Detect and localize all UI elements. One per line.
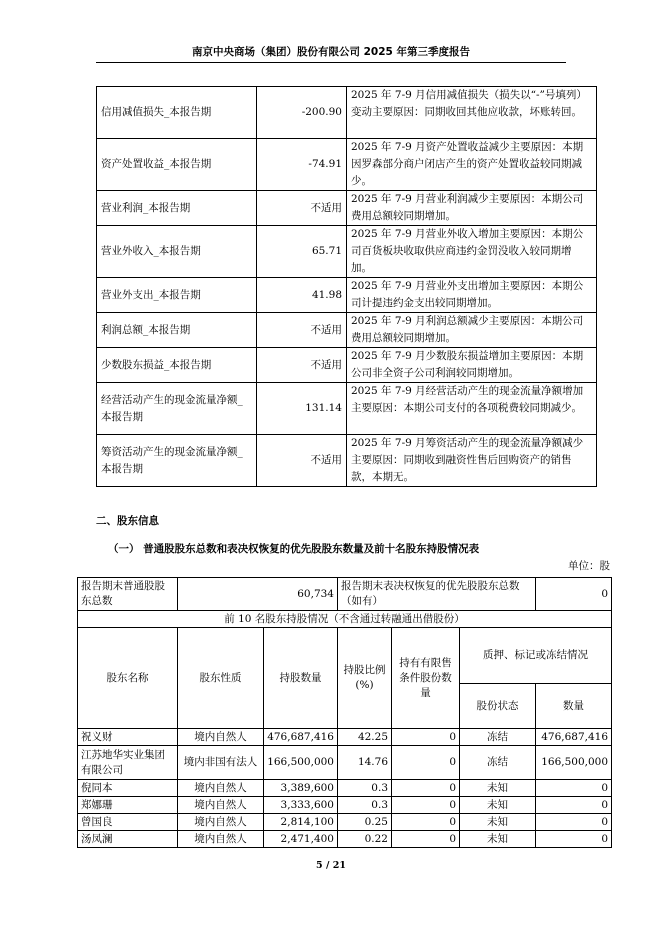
table-row: [78, 797, 612, 814]
unit-label: 单位：股: [568, 560, 610, 572]
shareholder-restricted: 0: [392, 797, 460, 814]
table-row: [97, 87, 597, 139]
table-row: [78, 814, 612, 831]
item-value: 65.71: [257, 226, 347, 278]
header-name: 股东名称: [78, 628, 178, 729]
header-status: 股份状态: [460, 684, 536, 729]
table-row: [97, 348, 597, 383]
shareholder-restricted: 0: [392, 814, 460, 831]
item-value: -74.91: [257, 139, 347, 191]
common-holders-value: 60,734: [178, 578, 338, 611]
item-name: 资产处置收益_本报告期: [97, 139, 257, 191]
table-row: [97, 313, 597, 348]
item-reason: 2025 年 7-9 月少数股东损益增加主要原因：本期公司非全资子公司利润较同期增加。: [347, 348, 597, 383]
shareholder-nature: 境内非国有法人: [178, 746, 264, 780]
shareholder-shares: 3,389,600: [264, 780, 338, 797]
item-name: 经营活动产生的现金流量净额_本报告期: [97, 383, 257, 435]
item-reason: 2025 年 7-9 月营业外支出增加主要原因：本期公司计提违约金支出较同期增加。: [347, 278, 597, 313]
pref-holders-value: 0: [536, 578, 612, 611]
changes-table: [96, 86, 597, 487]
shareholder-name: 郑娜珊: [78, 797, 178, 814]
shareholder-nature: 境内自然人: [178, 780, 264, 797]
common-holders-label: 报告期末普通股股东总数: [78, 578, 178, 611]
header-quantity: 数量: [536, 684, 612, 729]
item-value: 41.98: [257, 278, 347, 313]
shareholder-name: 曾国良: [78, 814, 178, 831]
header-pledge-group: 质押、标记或冻结情况: [460, 628, 612, 684]
table-row: [97, 383, 597, 435]
subsection-title: （一） 普通股股东总数和表决权恢复的优先股股东数量及前十名股东持股情况表: [108, 543, 480, 555]
shareholder-nature: 境内自然人: [178, 831, 264, 848]
item-name: 营业外支出_本报告期: [97, 278, 257, 313]
shareholder-restricted: 0: [392, 729, 460, 746]
page-header: 南京中央商场（集团）股份有限公司 2025 年第三季度报告: [191, 46, 471, 58]
shareholder-quantity: 0: [536, 780, 612, 797]
shareholder-name: 祝义财: [78, 729, 178, 746]
shareholder-status: 未知: [460, 831, 536, 848]
shareholder-name: 江苏地华实业集团有限公司: [78, 746, 178, 780]
item-value: -200.90: [257, 87, 347, 139]
shareholder-shares: 3,333,600: [264, 797, 338, 814]
item-value: 不适用: [257, 191, 347, 226]
shareholder-status: 未知: [460, 814, 536, 831]
shareholder-quantity: 0: [536, 831, 612, 848]
shareholder-quantity: 476,687,416: [536, 729, 612, 746]
table-row: [78, 780, 612, 797]
item-reason: 2025 年 7-9 月筹资活动产生的现金流量净额减少主要原因：同期收到融资性售后回购资产的销售款，本期无。: [347, 435, 597, 487]
item-value: 不适用: [257, 435, 347, 487]
item-value: 131.14: [257, 383, 347, 435]
top10-caption-row: [78, 611, 612, 628]
table-row: [78, 729, 612, 746]
table-row: [78, 831, 612, 848]
item-reason: 2025 年 7-9 月资产处置收益减少主要原因：本期因罗森部分商户闭店产生的资产处置收益较同期减少。: [347, 139, 597, 191]
item-value: 不适用: [257, 348, 347, 383]
item-name: 筹资活动产生的现金流量净额_本报告期: [97, 435, 257, 487]
item-reason: 2025 年 7-9 月营业利润减少主要原因：本期公司费用总额较同期增加。: [347, 191, 597, 226]
table-row: [97, 139, 597, 191]
page-number: 5 / 21: [316, 860, 346, 871]
item-name: 少数股东损益_本报告期: [97, 348, 257, 383]
shareholder-status: 冻结: [460, 746, 536, 780]
shareholder-ratio: 0.25: [338, 814, 392, 831]
item-name: 营业利润_本报告期: [97, 191, 257, 226]
item-value: 不适用: [257, 313, 347, 348]
header-row-1: [78, 628, 612, 684]
shareholder-ratio: 14.76: [338, 746, 392, 780]
shareholder-nature: 境内自然人: [178, 729, 264, 746]
section-title: 二、股东信息: [96, 515, 159, 527]
shareholder-quantity: 166,500,000: [536, 746, 612, 780]
top10-caption: 前 10 名股东持股情况（不含通过转融通出借股份）: [78, 611, 612, 628]
header-restricted: 持有有限售条件股份数量: [392, 628, 460, 729]
shareholders-table: [77, 577, 612, 848]
header-rule: [96, 62, 566, 63]
pref-holders-label: 报告期末表决权恢复的优先股股东总数（如有）: [338, 578, 536, 611]
item-name: 信用减值损失_本报告期: [97, 87, 257, 139]
shareholder-name: 倪同本: [78, 780, 178, 797]
shareholder-shares: 2,814,100: [264, 814, 338, 831]
shareholder-ratio: 0.3: [338, 780, 392, 797]
item-reason: 2025 年 7-9 月利润总额减少主要原因：本期公司费用总额较同期增加。: [347, 313, 597, 348]
table-row: [97, 226, 597, 278]
shareholder-nature: 境内自然人: [178, 814, 264, 831]
shareholder-shares: 166,500,000: [264, 746, 338, 780]
item-reason: 2025 年 7-9 月营业外收入增加主要原因：本期公司百货板块收取供应商违约金罚没收入较同期增加。: [347, 226, 597, 278]
shareholder-name: 汤凤澜: [78, 831, 178, 848]
header-ratio: 持股比例(%): [338, 628, 392, 729]
item-name: 营业外收入_本报告期: [97, 226, 257, 278]
table-row: [97, 435, 597, 487]
shareholder-shares: 2,471,400: [264, 831, 338, 848]
shareholder-restricted: 0: [392, 746, 460, 780]
shareholder-nature: 境内自然人: [178, 797, 264, 814]
item-name: 利润总额_本报告期: [97, 313, 257, 348]
shareholder-quantity: 0: [536, 814, 612, 831]
shareholder-quantity: 0: [536, 797, 612, 814]
item-reason: 2025 年 7-9 月经营活动产生的现金流量净额增加主要原因：本期公司支付的各项税费较同期减少。: [347, 383, 597, 435]
shareholder-restricted: 0: [392, 831, 460, 848]
summary-row: [78, 578, 612, 611]
table-row: [97, 191, 597, 226]
shareholder-shares: 476,687,416: [264, 729, 338, 746]
shareholder-ratio: 0.22: [338, 831, 392, 848]
header-nature: 股东性质: [178, 628, 264, 729]
item-reason: 2025 年 7-9 月信用减值损失（损失以“-”号填列）变动主要原因：同期收回其他应收款，坏账转回。: [347, 87, 597, 139]
shareholder-restricted: 0: [392, 780, 460, 797]
shareholder-ratio: 42.25: [338, 729, 392, 746]
shareholder-status: 冻结: [460, 729, 536, 746]
shareholder-status: 未知: [460, 797, 536, 814]
shareholder-ratio: 0.3: [338, 797, 392, 814]
shareholder-status: 未知: [460, 780, 536, 797]
table-row: [97, 278, 597, 313]
header-shares: 持股数量: [264, 628, 338, 729]
table-row: [78, 746, 612, 780]
